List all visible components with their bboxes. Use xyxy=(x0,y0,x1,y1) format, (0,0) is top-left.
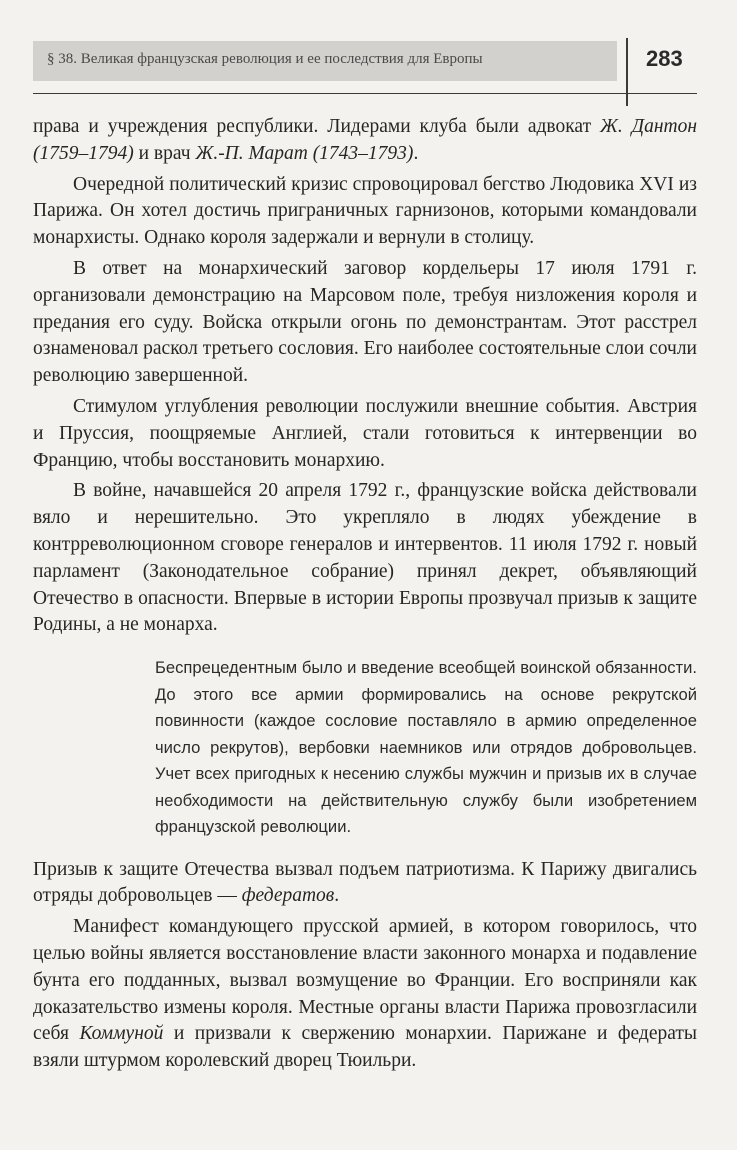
p7-text-a: Манифест командующего прусской армией, в котором говорилось, что целью войны является восстановление власти законного монарха и подавление бунта его подданных, вызвал возмущение во Франции. Его восприняли как доказательство измены короля. Местные органы власти Парижа провозгласили себя xyxy=(33,916,697,1045)
paragraph-5: В войне, начавшейся 20 апреля 1792 г., французские войска действовали вяло и нерешительно. Это укрепляло в людях убеждение в контрреволюционном сговоре генералов и интервентов. 11 июля 1792 г. новый парламент (Законодательное собрание) принял декрет, объявляющий Отечество в опасности. Впервые в истории Европы прозвучал призыв к защите Родины, а не монарха. xyxy=(33,480,697,636)
commune-term: Коммуной xyxy=(79,1023,164,1045)
header-vertical-rule xyxy=(626,38,628,106)
federates-term: федератов xyxy=(241,885,335,907)
sidebar-note: Беспрецедентным было и введение всеобщей воинской обязанности. До этого все армии формировались на основе рекрутской повинности (каждое сословие поставляло в армию определенное число рекрутов), вербовки наемников или отрядов добровольцев. Учет всех пригодных к несению службы мужчин и призыв их в случае необходимости на действительную службу были изобретением французской революции. xyxy=(155,658,697,837)
p1-text-c: . xyxy=(413,142,419,164)
marat-name: Ж.-П. Марат (1743–1793) xyxy=(195,142,414,164)
p6-text-a: Призыв к защите Отечества вызвал подъем патриотизма. К Парижу двигались отряды добровольцев — xyxy=(33,858,697,907)
page-number: 283 xyxy=(646,46,683,71)
paragraph-1 xyxy=(33,114,697,168)
paragraph-3: В ответ на монархический заговор кордельеры 17 июля 1791 г. организовали демонстрацию на Марсовом поле, требуя низложения короля и предания его суду. Войска открыли огонь по демонстрантам. Этот расстрел ознаменовал раскол третьего сословия. Его наиболее состоятельные слои сочли революцию завершенной. xyxy=(33,257,697,387)
paragraph-4: Стимулом углубления революции послужили внешние события. Австрия и Пруссия, поощряемые Англией, стали готовиться к интервенции во Францию, чтобы восстановить монархию. xyxy=(33,395,697,471)
header-horizontal-rule xyxy=(33,93,697,94)
p1-text-b: и врач xyxy=(133,142,196,164)
danton-name: Ж. Дантон (1759–1794) xyxy=(33,116,697,164)
running-title: § 38. Великая французская революция и ее последствия для Европы xyxy=(47,51,483,67)
paragraph-7 xyxy=(33,914,697,1075)
paragraph-2: Очередной политический кризис спровоцировал бегство Людовика XVI из Парижа. Он хотел достичь приграничных гарнизонов, которыми командовали монархисты. Однако короля задержали и вернули в столицу. xyxy=(33,173,697,249)
p7-text-b: и призвали к свержению монархии. Парижане и федераты взяли штурмом королевский дворец Тюильри. xyxy=(33,1023,697,1072)
p6-text-b: . xyxy=(334,885,340,907)
paragraph-6 xyxy=(33,857,697,911)
page-body xyxy=(33,114,697,1079)
p1-text-a: права и учреждения республики. Лидерами клуба были адвокат xyxy=(33,116,601,137)
